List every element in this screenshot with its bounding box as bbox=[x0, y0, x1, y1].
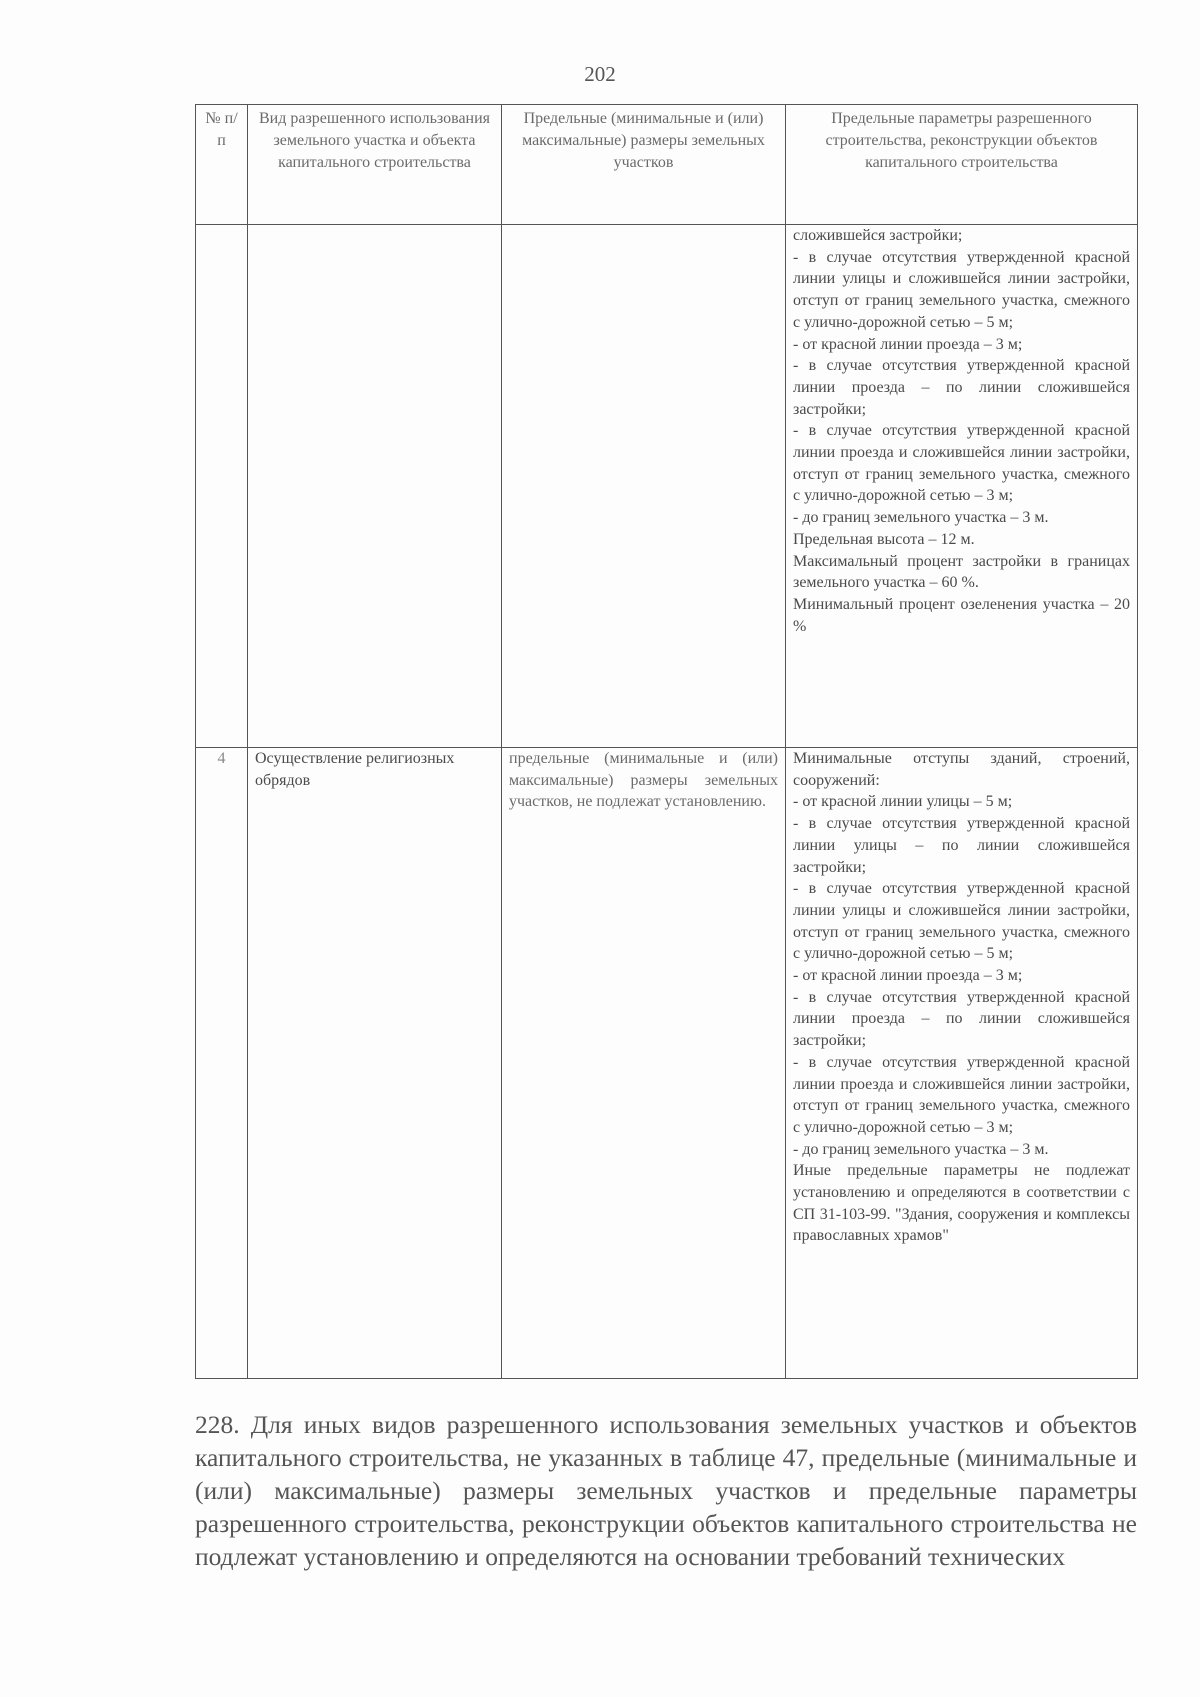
param-line: - в случае отсутствия утвержденной красной линии проезда и сложившейся линии застройки, отступ от границ земельного участка, смежного с улично-дорожной сетью – 3 м; bbox=[793, 422, 1130, 505]
param-line: Предельная высота – 12 м. bbox=[793, 530, 975, 548]
use-kind-cell bbox=[248, 225, 502, 748]
param-line: Минимальный процент озеленения участка – 20 % bbox=[793, 595, 1130, 635]
param-line: Минимальные отступы зданий, строений, сооружений: bbox=[793, 750, 1130, 789]
row-number: 4 bbox=[196, 748, 248, 1379]
table-row bbox=[196, 225, 1138, 748]
param-line: - в случае отсутствия утвержденной красной линии проезда – по линии сложившейся застройки; bbox=[793, 357, 1130, 418]
table-header-row bbox=[196, 105, 1138, 225]
param-line: Максимальный процент застройки в границах земельного участка – 60 %. bbox=[793, 552, 1130, 592]
header-build-params: Предельные параметры разрешенного строительства, реконструкции объектов капитального строительства bbox=[786, 105, 1138, 225]
param-line: - в случае отсутствия утвержденной красной линии улицы и сложившейся линии застройки, отступ от границ земельного участка, смежного с улично-дорожной сетью – 5 м; bbox=[793, 248, 1130, 331]
build-params-cell bbox=[786, 748, 1138, 1379]
plot-sizes-cell: предельные (минимальные и (или) максимальные) размеры земельных участков, не подлежат установлению. bbox=[502, 748, 786, 1379]
param-line: сложившейся застройки; bbox=[793, 227, 963, 244]
header-plot-sizes: Предельные (минимальные и (или) максимальные) размеры земельных участков bbox=[502, 105, 786, 225]
param-line: - до границ земельного участка – 3 м. bbox=[793, 1140, 1049, 1158]
regulations-table bbox=[195, 104, 1138, 1379]
use-kind-cell: Осуществление религиозных обрядов bbox=[248, 748, 502, 1379]
param-line: - от красной линии улицы – 5 м; bbox=[793, 793, 1013, 811]
page-number: 202 bbox=[584, 62, 616, 86]
param-line: Иные предельные параметры не подлежат установлению и определяются в соответствии с СП 31-103-99. "Здания, сооружения и комплексы православных храмов" bbox=[793, 1162, 1130, 1245]
build-params-cell bbox=[786, 225, 1138, 748]
param-line: - в случае отсутствия утвержденной красной линии улицы – по линии сложившейся застройки; bbox=[793, 815, 1130, 876]
param-line: - в случае отсутствия утвержденной красной линии проезда и сложившейся линии застройки, отступ от границ земельного участка, смежного с улично-дорожной сетью – 3 м; bbox=[793, 1053, 1130, 1136]
plot-sizes-cell bbox=[502, 225, 786, 748]
param-line: - в случае отсутствия утвержденной красной линии проезда – по линии сложившейся застройки; bbox=[793, 988, 1130, 1050]
header-use-kind: Вид разрешенного использования земельного участка и объекта капитального строительства bbox=[248, 105, 502, 225]
param-line: - в случае отсутствия утвержденной красной линии улицы и сложившейся линии застройки, отступ от границ земельного участка, смежного с улично-дорожной сетью – 5 м; bbox=[793, 880, 1130, 963]
param-line: - от красной линии проезда – 3 м; bbox=[793, 967, 1023, 985]
param-line: - до границ земельного участка – 3 м. bbox=[793, 509, 1049, 527]
header-number: № п/п bbox=[196, 105, 248, 225]
row-number bbox=[196, 225, 248, 748]
table-row bbox=[196, 748, 1138, 1379]
param-line: - от красной линии проезда – 3 м; bbox=[793, 335, 1023, 353]
closing-paragraph: 228. Для иных видов разрешенного использования земельных участков и объектов капитального строительства, не указанных в таблице 47, предельные (минимальные и (или) максимальные) размеры земельных участков и предельные параметры разрешенного строительства, реконструкции объектов капитального строительства не подлежат установлению и определяются на основании требований технических bbox=[195, 1409, 1137, 1571]
